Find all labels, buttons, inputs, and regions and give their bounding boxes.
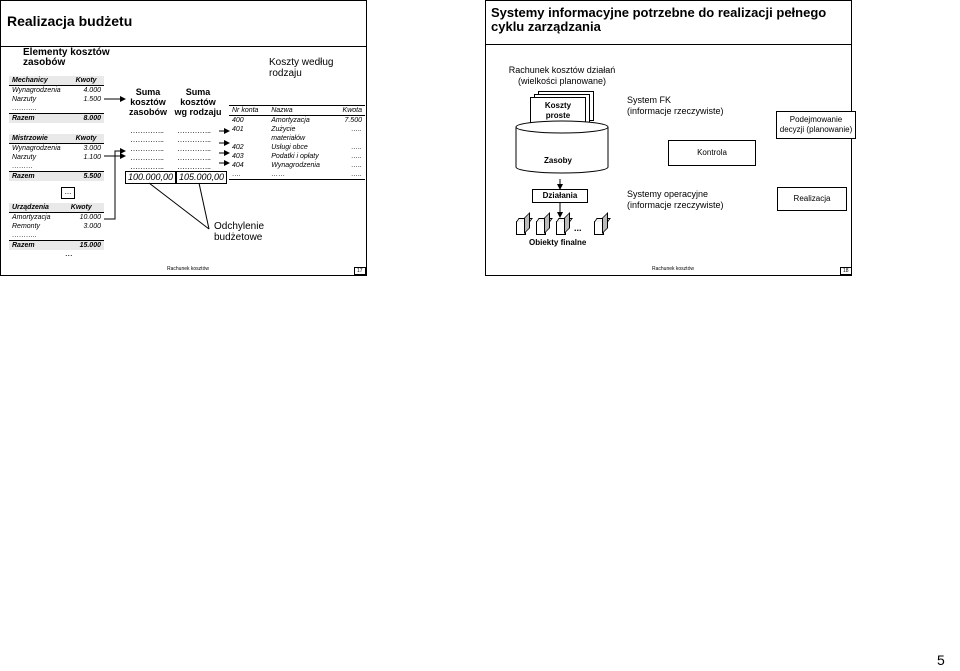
- table-cell: Zużycie materiałów: [271, 126, 306, 142]
- table-cell: ……: [268, 170, 334, 180]
- connector-lines: [1, 1, 368, 277]
- table-cell: Razem: [9, 114, 73, 124]
- ellipsis-box: ...: [61, 187, 75, 199]
- table-cell: 1.500: [83, 96, 101, 103]
- table-cell: 5.500: [73, 172, 104, 182]
- by-kind-title: Koszty według rodzaju: [269, 57, 334, 79]
- slide-title: Systemy informacyjne potrzebne do realizacji pełnego cyklu zarządzania: [486, 1, 851, 45]
- table-header: Kwoty: [68, 203, 104, 213]
- table-cell: …..: [351, 153, 362, 160]
- direct-costs-box: Koszty proste: [530, 97, 586, 127]
- table-header: Nazwa: [268, 106, 334, 116]
- table-cell: 4.000: [83, 87, 101, 94]
- table-cell: 3.000: [83, 223, 101, 230]
- table-cell: 400: [232, 117, 244, 124]
- dots-row: …………..: [130, 144, 164, 153]
- table-cell: 15.000: [68, 241, 104, 251]
- sum-by-kind-label: Suma kosztów wg rodzaju: [174, 87, 222, 117]
- table-cell: 401: [232, 126, 244, 133]
- table-cell: 3.000: [83, 145, 101, 152]
- table-cell: Narzuty: [12, 154, 37, 161]
- table-cell: 402: [232, 144, 244, 151]
- dots-row: …………..: [130, 126, 164, 135]
- table-cell: 7.500: [344, 117, 362, 124]
- dots-row: …………..: [177, 144, 211, 153]
- table-header: Kwota: [334, 106, 365, 116]
- total-resources: 100.000,00: [125, 171, 176, 184]
- footer: Rachunek kosztów: [167, 266, 209, 272]
- final-objects-label: Obiekty finalne: [529, 238, 587, 247]
- table-cell: ………..: [12, 105, 37, 112]
- dots-row: …………..: [177, 153, 211, 162]
- table-header: Kwoty: [73, 134, 104, 144]
- table-header: Mechanicy: [9, 76, 73, 86]
- realization-box: Realizacja: [777, 187, 847, 211]
- table-cell: Podatki i opłaty: [271, 153, 319, 160]
- document-page-number: 5: [937, 652, 945, 668]
- table-cell: Razem: [9, 241, 68, 251]
- operational-systems-label: Systemy operacyjne (informacje rzeczywiste): [627, 189, 724, 210]
- footer: Rachunek kosztów: [652, 266, 694, 272]
- table-cell: 10.000: [79, 214, 101, 221]
- dots-row: …………..: [130, 153, 164, 162]
- total-by-kind: 105.000,00: [176, 171, 227, 184]
- table-cell: …..: [351, 126, 362, 133]
- decision-box: Podejmowanie decyzji (planowanie): [776, 111, 856, 139]
- elements-title: Elementy kosztów zasobów: [23, 47, 110, 68]
- table-header: Kwoty: [73, 76, 104, 86]
- page-number-box: 18: [840, 267, 852, 275]
- bottom-ellipsis: ...: [65, 248, 73, 258]
- dots-row: …………..: [130, 135, 164, 144]
- table-cell: ………: [12, 163, 33, 170]
- variance-label: Odchylenie budżetowe: [214, 221, 265, 243]
- dots-row: …………..: [177, 126, 211, 135]
- table-cell: Remonty: [12, 223, 41, 230]
- table-cell: …..: [351, 162, 362, 169]
- table-cell: Amortyzacja: [271, 117, 310, 124]
- table-header: Urządzenia: [9, 203, 68, 213]
- table-cell: Wynagrodzenia: [12, 87, 61, 94]
- slide-information-systems: [485, 0, 852, 276]
- activity-cost-label: Rachunek kosztów działań (wielkości planowane): [508, 65, 616, 86]
- table-cell: Razem: [9, 172, 73, 182]
- table-cell: Wynagrodzenia: [271, 162, 320, 169]
- slide-budget-realization: [0, 0, 367, 276]
- table-cell: …..: [334, 170, 365, 180]
- table-cell: Wynagrodzenia: [12, 145, 61, 152]
- sum-resources-label: Suma kosztów zasobów: [128, 87, 167, 117]
- fk-system-label: System FK (informacje rzeczywiste): [627, 95, 724, 116]
- table-header: Mistrzowie: [9, 134, 73, 144]
- objects-ellipsis: ...: [574, 223, 582, 233]
- dots-row: …………..: [177, 162, 211, 171]
- control-box: Kontrola: [668, 140, 756, 166]
- table-cell: 404: [232, 162, 244, 169]
- dots-row: …………..: [130, 162, 164, 171]
- table-cell: 8.000: [73, 114, 104, 124]
- table-cell: Amortyzacja: [12, 214, 51, 221]
- activities-box: Działania: [532, 189, 588, 203]
- resources-label: Zasoby: [544, 156, 573, 165]
- table-cell: …..: [351, 144, 362, 151]
- page-number-box: 17: [354, 267, 366, 275]
- table-header: Nr konta: [229, 106, 268, 116]
- table-cell: ….: [229, 170, 268, 180]
- dots-row: …………..: [177, 135, 211, 144]
- table-cell: 1.100: [83, 154, 101, 161]
- table-cell: Narzuty: [12, 96, 37, 103]
- table-cell: ………..: [12, 232, 37, 239]
- slide-title: Realizacja budżetu: [1, 1, 366, 47]
- table-cell: 403: [232, 153, 244, 160]
- table-cell: Usługi obce: [271, 144, 308, 151]
- connector-lines: [486, 1, 853, 277]
